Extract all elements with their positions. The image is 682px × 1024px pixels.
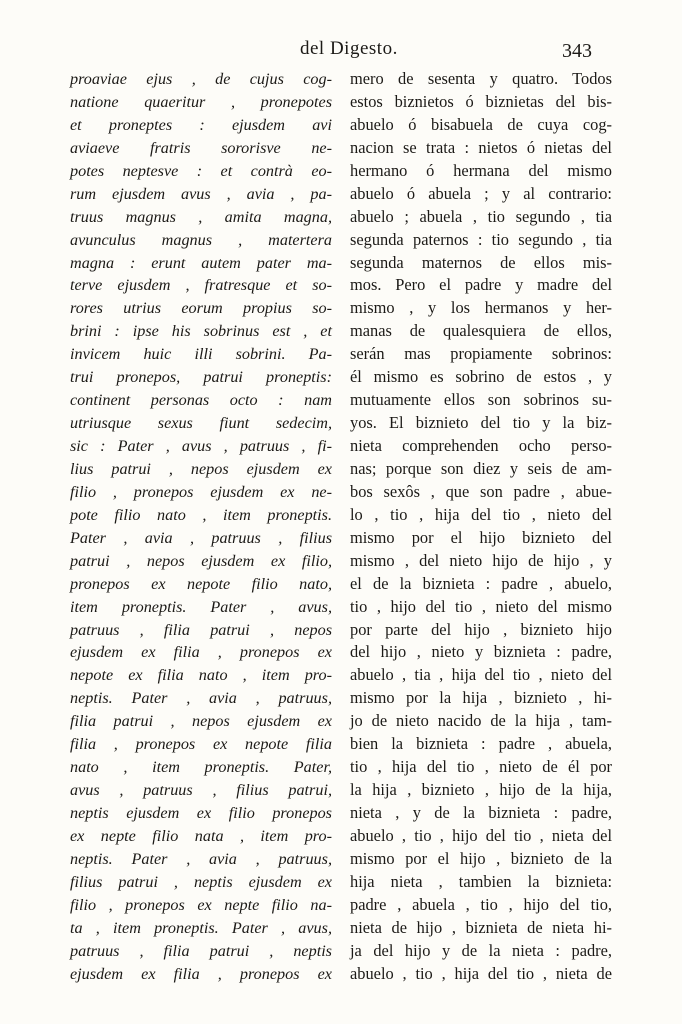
latin-text-line: aviaeve fratris sororisve ne- [70, 138, 332, 157]
latin-text-line: sic : Pater , avus , patruus , fi- [70, 437, 332, 455]
latin-text-line: filio , pronepos ejusdem ex ne- [70, 482, 332, 501]
spanish-text-line: nieta comprehenden ocho perso- [350, 436, 612, 455]
spanish-text-line: nieta , y de la biznieta : padre, [350, 803, 612, 822]
spanish-text-line: abuelo ó bisabuela de cuya cog- [350, 114, 612, 134]
latin-column [70, 68, 332, 983]
spanish-text-line: hermano ó hermana del mismo [350, 160, 612, 180]
spanish-text-line: tio , hija del tio , nieto de él por [350, 757, 612, 777]
latin-text-line: patruus , filia patrui , nepos [70, 620, 332, 639]
spanish-text-line: nieta de hijo , biznieta de nieta hi- [350, 917, 612, 937]
spanish-text-line: mismo , y los hermanos y her- [350, 298, 612, 318]
spanish-text-line: nas; porque son diez y seis de am- [350, 458, 612, 478]
spanish-text-line: tio , hijo del tio , nieto del mismo [350, 596, 612, 616]
spanish-text-line: segunda paternos : tio segundo , tia [350, 229, 612, 249]
latin-text-line: filia patrui , nepos ejusdem ex [70, 712, 332, 731]
latin-text-line: filia , pronepos ex nepote filia [70, 735, 332, 754]
spanish-text-line: abuelo , tia , hija del tio , nieto del [350, 665, 612, 685]
spanish-text-line: serán mas propiamente sobrinos: [350, 344, 612, 364]
spanish-text-line: yos. El biznieto del tio y la biz- [350, 413, 612, 433]
latin-text-line: nepote ex filia nato , item pro- [70, 666, 332, 685]
spanish-text-line: abuelo , tio , hijo del tio , nieta del [350, 825, 612, 845]
running-head [0, 38, 682, 64]
spanish-text-line: mutuamente ellos son sobrinos su- [350, 390, 612, 410]
spanish-text-line: la hija , biznieto , hijo de la hija, [350, 780, 612, 800]
latin-text-line: proaviae ejus , de cujus cog- [70, 70, 332, 88]
latin-text-line: trui pronepos, patrui proneptis: [70, 368, 332, 387]
spanish-text-line: del hijo , nieto y biznieta : padre, [350, 642, 612, 662]
latin-text-line: avunculus magnus , matertera [70, 230, 332, 249]
spanish-text-line: abuelo ; abuela , tio segundo , tia [350, 206, 612, 226]
latin-text-line: ejusdem ex filia , pronepos ex [70, 643, 332, 662]
latin-text-line: ex nepte filio nata , item pro- [70, 826, 332, 845]
spanish-text-line: por parte del hijo , biznieto hijo [350, 619, 612, 639]
latin-text-line: et proneptes : ejusdem avi [70, 115, 332, 134]
spanish-text-line: estos biznietos ó biznietas del bis- [350, 91, 612, 111]
spanish-text-line: hija nieta , tambien la biznieta: [350, 871, 612, 891]
spanish-text-line: mismo por el hijo , biznieto de la [350, 848, 612, 868]
spanish-text-line: mos. Pero el padre y madre del [350, 275, 612, 295]
spanish-text-line: jo de nieto nacido de la hija , tam- [350, 711, 612, 731]
spanish-text-line: padre , abuela , tio , hijo del tio, [350, 894, 612, 914]
latin-text-line: rum ejusdem avus , avia , pa- [70, 184, 332, 203]
spanish-column [350, 68, 612, 983]
spanish-text-line: ja del hijo y de la nieta : padre, [350, 940, 612, 960]
latin-text-line: rores utrius eorum propius so- [70, 299, 332, 318]
spanish-text-line: segunda maternos de ellos mis- [350, 252, 612, 272]
latin-text-line: patruus , filia patrui , neptis [70, 941, 332, 960]
latin-text-line: brini : ipse his sobrinus est , et [70, 322, 332, 341]
spanish-text-line: mismo por la hija , biznieto , hi- [350, 688, 612, 708]
spanish-text-line: lo , tio , hija del tio , nieto del [350, 504, 612, 524]
spanish-text-line: él mismo es sobrino de estos , y [350, 367, 612, 387]
running-title: del Digesto. [300, 38, 398, 59]
spanish-text-line: abuelo , tio , hija del tio , nieta de [350, 963, 612, 983]
spanish-text-line: mismo por el hijo biznieto del [350, 527, 612, 547]
latin-text-line: potes neptesve : et contrà eo- [70, 161, 332, 180]
spanish-text-line: bien la biznieta : padre , abuela, [350, 734, 612, 754]
latin-text-line: magna : erunt autem pater ma- [70, 253, 332, 272]
latin-text-line: ejusdem ex filia , pronepos ex [70, 964, 332, 983]
latin-text-line: neptis ejusdem ex filio pronepos [70, 804, 332, 822]
latin-text-line: patrui , nepos ejusdem ex filio, [70, 551, 332, 570]
latin-text-line: pronepos ex nepote filio nato, [70, 574, 332, 593]
latin-text-line: invicem huic illi sobrini. Pa- [70, 345, 332, 364]
latin-text-line: truus magnus , amita magna, [70, 207, 332, 226]
spanish-text-line: mero de sesenta y quatro. Todos [350, 69, 612, 88]
latin-text-line: natione quaeritur , pronepotes [70, 92, 332, 111]
latin-text-line: neptis. Pater , avia , patruus, [70, 849, 332, 868]
latin-text-line: ta , item proneptis. Pater , avus, [70, 918, 332, 937]
latin-text-line: Pater , avia , patruus , filius [70, 528, 332, 547]
page-number: 343 [562, 40, 592, 62]
latin-text-line: filius patrui , neptis ejusdem ex [70, 872, 332, 891]
spanish-text-line: bos sexôs , que son padre , abue- [350, 481, 612, 501]
latin-text-line: continent personas octo : nam [70, 391, 332, 410]
latin-text-line: avus , patruus , filius patrui, [70, 781, 332, 800]
latin-text-line: lius patrui , nepos ejusdem ex [70, 459, 332, 478]
latin-text-line: item proneptis. Pater , avus, [70, 597, 332, 616]
latin-text-line: utriusque sexus fiunt sedecim, [70, 414, 332, 433]
spanish-text-line: mismo , del nieto hijo de hijo , y [350, 550, 612, 570]
latin-text-line: neptis. Pater , avia , patruus, [70, 689, 332, 708]
latin-text-line: filio , pronepos ex nepte filio na- [70, 895, 332, 914]
spanish-text-line: manas de qualesquiera de ellos, [350, 321, 612, 341]
latin-text-line: pote filio nato , item proneptis. [70, 505, 332, 524]
spanish-text-line: abuelo ó abuela ; y al contrario: [350, 183, 612, 203]
latin-text-line: nato , item proneptis. Pater, [70, 758, 332, 777]
spanish-text-line: nacion se trata : nietos ó nietas del [350, 137, 612, 157]
latin-text-line: terve ejusdem , fratresque et so- [70, 276, 332, 295]
spanish-text-line: el de la biznieta : padre , abuelo, [350, 573, 612, 593]
